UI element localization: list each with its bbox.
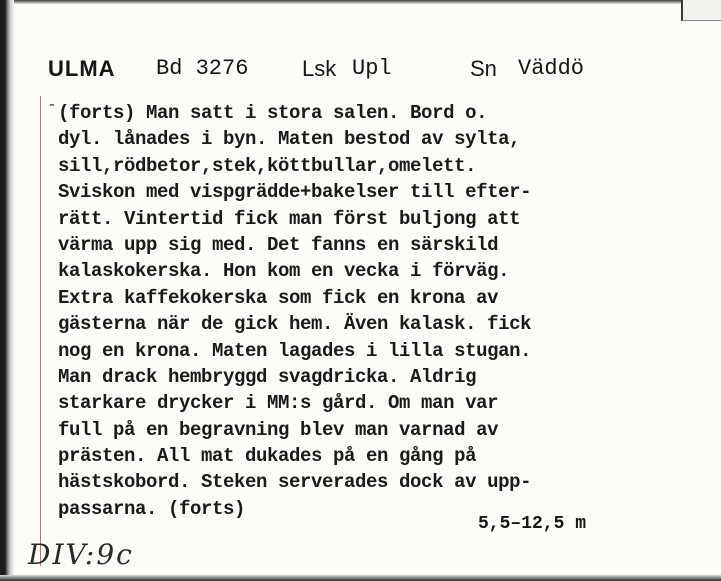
- body-line: kalaskokerska. Hon kom en vecka i förväg.: [58, 260, 510, 283]
- handwritten-code: DIV:9c: [28, 538, 134, 571]
- card-bottom-edge: [0, 575, 721, 581]
- landskap-value: Upl: [352, 56, 392, 81]
- body-line: dyl. lånades i byn. Maten bestod av sylta,: [58, 128, 521, 151]
- body-line: (forts) Man satt i stora salen. Bord o.: [58, 102, 488, 124]
- margin-line: [40, 96, 41, 566]
- body-line: hästskobord. Steken serverades dock av upp-: [58, 471, 532, 494]
- body-line: Sviskon med vispgrädde+bakelser till efter-: [58, 181, 532, 204]
- body-line: sill,rödbetor,stek,köttbullar,omelett.: [58, 154, 477, 177]
- card-header: [48, 54, 668, 88]
- card-top-edge: [0, 0, 721, 4]
- card-corner-tab: [681, 0, 721, 21]
- body-line: Extra kaffekokerska som fick en krona av: [58, 286, 499, 309]
- body-line: rätt. Vintertid fick man först buljong att: [58, 207, 521, 230]
- body-line: prästen. All mat dukades på en gång på: [58, 445, 477, 468]
- body-line: gästerna när de gick hem. Även kalask. fick: [58, 313, 532, 336]
- socken-label: Sn: [470, 56, 497, 81]
- measurement-note: 5,5–12,5 m: [478, 514, 587, 534]
- body-line: Man drack hembryggd svagdricka. Aldrig: [58, 365, 477, 388]
- landskap-label: Lsk: [302, 56, 337, 81]
- socken-value: Väddö: [518, 56, 585, 81]
- body-line: nog en krona. Maten lagades i lilla stugan.: [58, 339, 532, 362]
- card-left-edge: [0, 0, 14, 581]
- archive-name: ULMA: [48, 56, 116, 81]
- body-line: starkare drycker i MM:s gård. Om man var: [58, 392, 499, 415]
- margin-marker: -: [47, 96, 57, 114]
- record-number: Bd 3276: [156, 56, 249, 81]
- typed-body: [58, 100, 678, 522]
- body-line: värma upp sig med. Det fanns en särskild: [58, 233, 499, 256]
- body-line: full på en begravning blev man varnad av: [58, 418, 499, 441]
- body-line: passarna. (forts): [58, 497, 246, 520]
